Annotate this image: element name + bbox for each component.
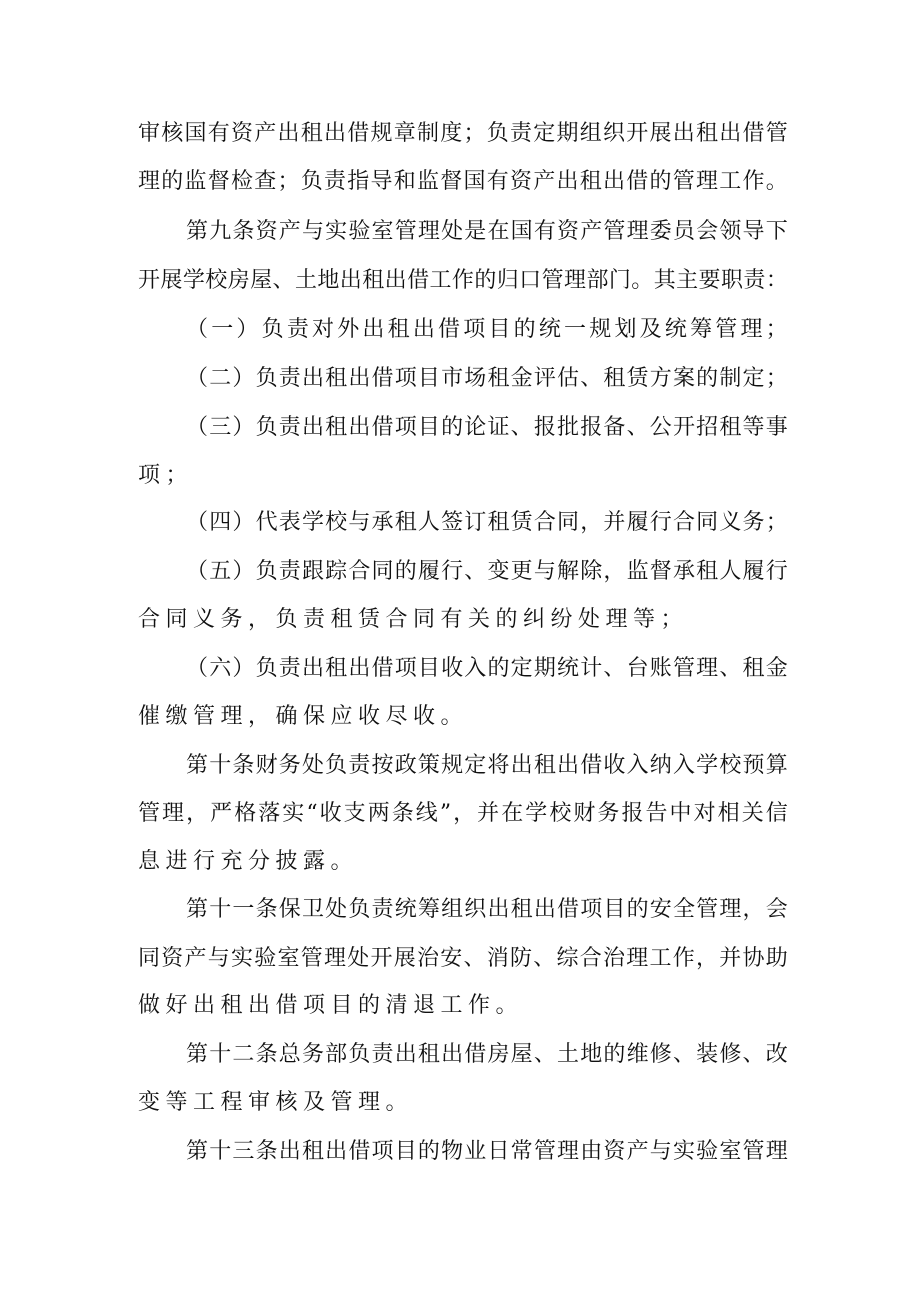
text-line-17: 第 十 一 条 保 卫 处 负 责 统 筹 组 织 出 租 出 借 项 目 的 安 全 管 理 ， 会 bbox=[186, 897, 788, 922]
text-line-5: （ 一 ） 负 责 对 外 出 租 出 借 项 目 的 统 一 规 划 及 统 筹 管 理 ； bbox=[186, 317, 788, 342]
text-line-20: 第 十 二 条 总 务 部 负 责 出 租 出 借 房 屋 、 土 地 的 维 修 、 装 修 、 改 bbox=[186, 1042, 788, 1067]
text-line-9: （ 四 ） 代 表 学 校 与 承 租 人 签 订 租 赁 合 同 ， 并 履 行 合 同 义 务 ； bbox=[186, 510, 788, 535]
text-line-8: 项； bbox=[138, 463, 194, 488]
text-line-22: 第 十 三 条 出 租 出 借 项 目 的 物 业 日 常 管 理 由 资 产 与 实 验 室 管 理 bbox=[186, 1139, 788, 1164]
text-line-21: 变等工程审核及管理。 bbox=[138, 1090, 414, 1115]
text-line-10: （ 五 ） 负 责 跟 踪 合 同 的 履 行 、 变 更 与 解 除 ， 监 督 承 租 人 履 行 bbox=[186, 559, 788, 584]
text-line-7: （ 三 ） 负 责 出 租 出 借 项 目 的 论 证 、 报 批 报 备 、 公 开 招 租 等 事 bbox=[186, 415, 788, 440]
text-line-1: 审 核 国 有 资 产 出 租 出 借 规 章 制 度 ； 负 责 定 期 组 织 开 展 出 租 出 借 管 bbox=[138, 121, 788, 146]
text-line-13: 催缴管理，确保应收尽收。 bbox=[138, 704, 469, 729]
text-line-16: 息进行充分披露。 bbox=[138, 849, 359, 874]
text-line-14: 第 十 条 财 务 处 负 责 按 政 策 规 定 将 出 租 出 借 收 入 纳 入 学 校 预 算 bbox=[186, 753, 788, 778]
text-line-6: （ 二 ） 负 责 出 租 出 借 项 目 市 场 租 金 评 估 、 租 赁 方 案 的 制 定 ； bbox=[186, 366, 788, 391]
text-line-12: （ 六 ） 负 责 出 租 出 借 项 目 收 入 的 定 期 统 计 、 台 账 管 理 、 租 金 bbox=[186, 656, 788, 681]
text-line-11: 合同义务，负责租赁合同有关的纠纷处理等； bbox=[138, 607, 689, 632]
text-line-15: 管 理 ， 严 格 落 实 “ 收 支 两 条 线 ” ， 并 在 学 校 财 务 报 告 中 对 相 关 信 bbox=[138, 801, 788, 826]
text-line-4: 开 展 学 校 房 屋 、 土 地 出 租 出 借 工 作 的 归 口 管 理 部 门 。 其 主 要 职 责 ： bbox=[138, 268, 788, 293]
text-line-19: 做好出租出借项目的清退工作。 bbox=[138, 993, 524, 1018]
text-line-18: 同 资 产 与 实 验 室 管 理 处 开 展 治 安 、 消 防 、 综 合 治 理 工 作 ， 并 协 助 bbox=[138, 946, 788, 971]
text-line-2: 理 的 监 督 检 查 ； 负 责 指 导 和 监 督 国 有 资 产 出 租 出 借 的 管 理 工 作 。 bbox=[138, 169, 788, 194]
text-line-3: 第 九 条 资 产 与 实 验 室 管 理 处 是 在 国 有 资 产 管 理 委 员 会 领 导 下 bbox=[186, 219, 788, 244]
